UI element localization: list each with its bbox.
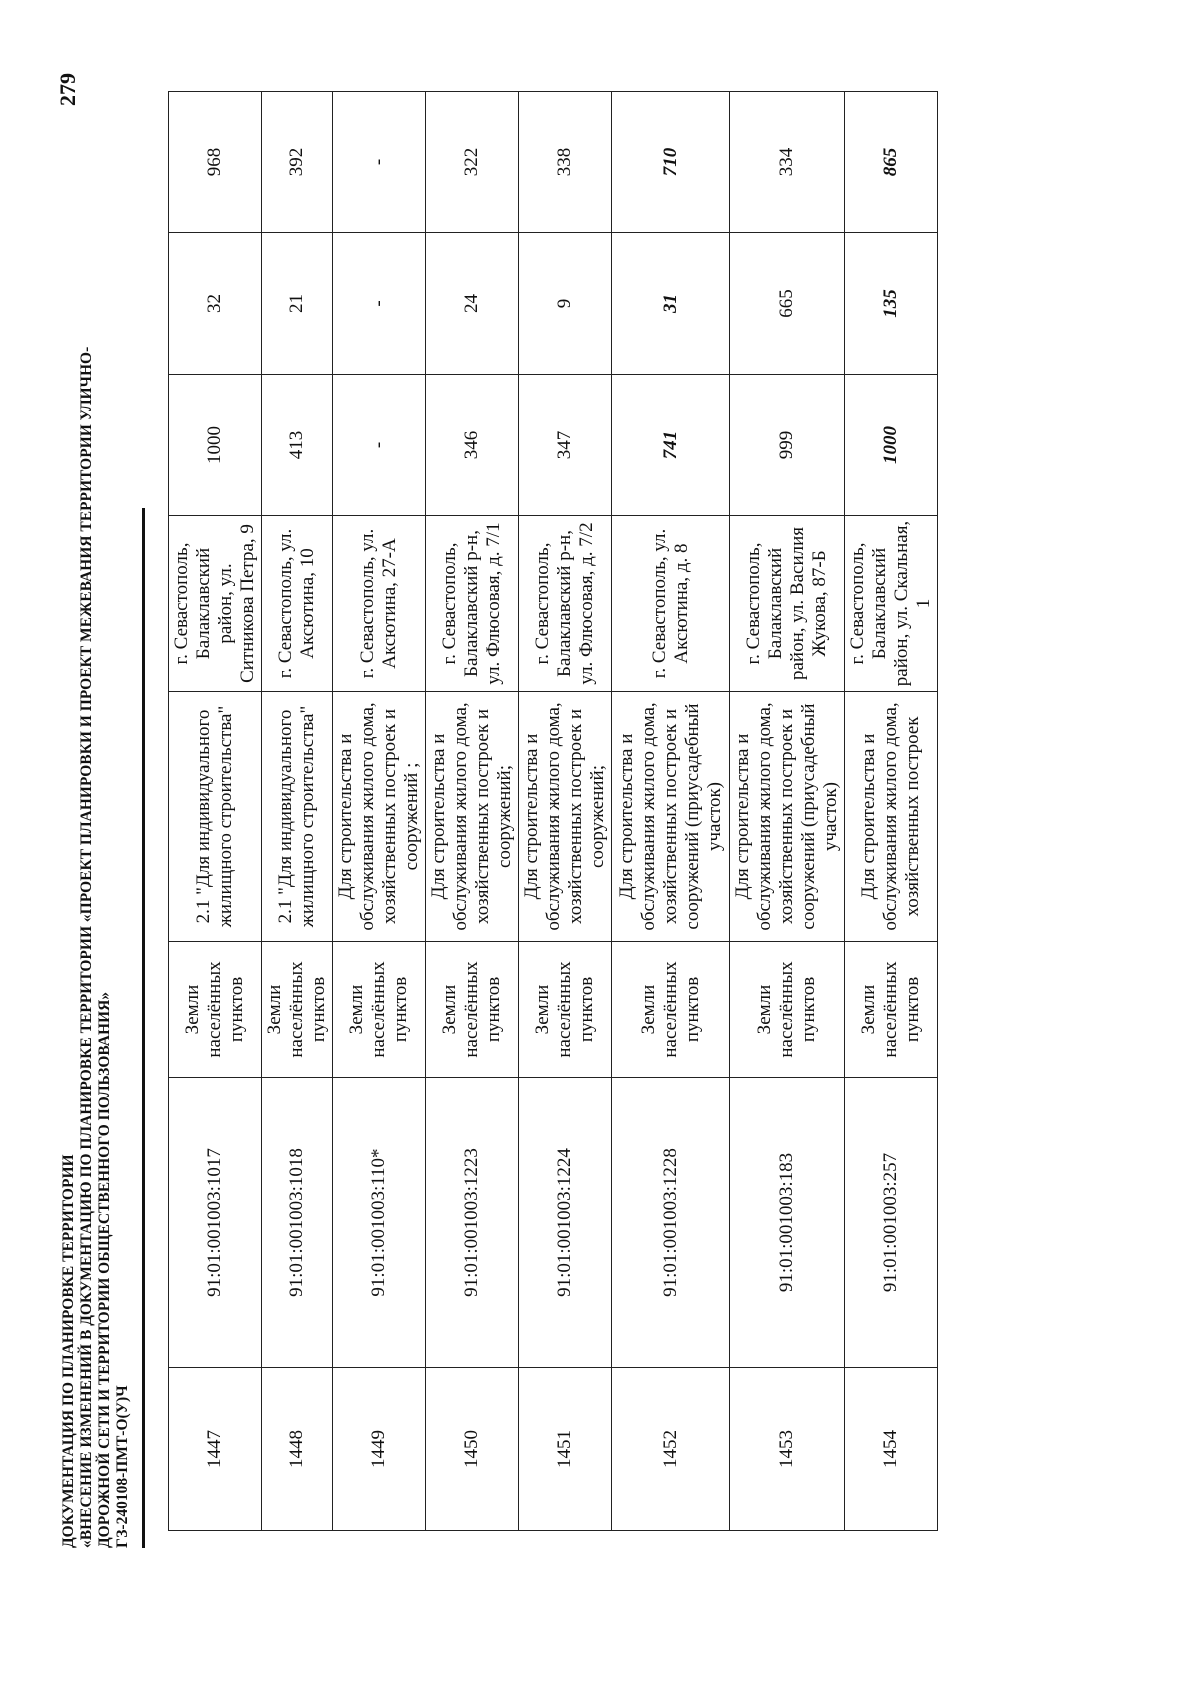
area-total: 741 — [612, 375, 730, 516]
area-within: 24 — [426, 233, 519, 375]
area-remaining: 968 — [169, 92, 262, 233]
land-plots-table — [168, 91, 938, 1531]
address: г. Севастополь, Балаклавский р-н, ул. Флюсовая, д. 7/2 — [519, 516, 612, 692]
area-total: 346 — [426, 375, 519, 516]
header-line: ДОКУМЕНТАЦИЯ ПО ПЛАНИРОВКЕ ТЕРРИТОРИИ — [60, 1154, 77, 1548]
area-within: 665 — [730, 233, 845, 375]
address: г. Севастополь, Балаклавский район, ул. Скальная, 1 — [845, 516, 938, 692]
row-number: 1454 — [845, 1368, 938, 1531]
table-row — [845, 92, 938, 1531]
area-total: 413 — [262, 375, 333, 516]
area-remaining: 338 — [519, 92, 612, 233]
document-header — [60, 248, 132, 1548]
table-row — [169, 92, 262, 1531]
row-number: 1453 — [730, 1368, 845, 1531]
row-number: 1451 — [519, 1368, 612, 1531]
row-number: 1448 — [262, 1368, 333, 1531]
table-row — [730, 92, 845, 1531]
area-remaining: 392 — [262, 92, 333, 233]
row-number: 1450 — [426, 1368, 519, 1531]
area-remaining: - — [333, 92, 426, 233]
area-within: 31 — [612, 233, 730, 375]
table-row — [519, 92, 612, 1531]
header-divider — [142, 508, 145, 1548]
table-row — [426, 92, 519, 1531]
header-line: ГЗ-240108-ПМТ-О(У)Ч — [114, 1385, 131, 1548]
cadastral-number: 91:01:001003:1017 — [169, 1078, 262, 1368]
cadastral-number: 91:01:001003:1224 — [519, 1078, 612, 1368]
area-total: 999 — [730, 375, 845, 516]
cadastral-number: 91:01:001003:257 — [845, 1078, 938, 1368]
address: г. Севастополь, Балаклавский район, ул. Василия Жукова, 87-Б — [730, 516, 845, 692]
permitted-use: Для строительства и обслуживания жилого дома, хозяйственных построек и сооружений ; — [333, 692, 426, 942]
area-within: 9 — [519, 233, 612, 375]
address: г. Севастополь, Балаклавский р-н, ул. Флюсовая, д. 7/1 — [426, 516, 519, 692]
area-within: 32 — [169, 233, 262, 375]
address: г. Севастополь, Балаклавский район, ул. Ситникова Петра, 9 — [169, 516, 262, 692]
table-row — [612, 92, 730, 1531]
permitted-use: Для строительства и обслуживания жилого дома, хозяйственных построек и сооружений; — [519, 692, 612, 942]
land-category: Земли населённых пунктов — [730, 942, 845, 1078]
cadastral-number: 91:01:001003:110* — [333, 1078, 426, 1368]
land-category: Земли населённых пунктов — [519, 942, 612, 1078]
permitted-use: Для строительства и обслуживания жилого дома, хозяйственных построек и сооружений (приусадебный участок) — [612, 692, 730, 942]
address: г. Севастополь, ул. Аксютина, 27-А — [333, 516, 426, 692]
table-body — [169, 92, 938, 1531]
row-number: 1449 — [333, 1368, 426, 1531]
address: г. Севастополь, ул. Аксютина, д. 8 — [612, 516, 730, 692]
area-remaining: 865 — [845, 92, 938, 233]
cadastral-number: 91:01:001003:183 — [730, 1078, 845, 1368]
permitted-use: 2.1 "Для индивидуального жилищного строительства" — [169, 692, 262, 942]
land-category: Земли населённых пунктов — [845, 942, 938, 1078]
area-total: 1000 — [845, 375, 938, 516]
permitted-use: Для строительства и обслуживания жилого дома, хозяйственных построек — [845, 692, 938, 942]
area-within: 135 — [845, 233, 938, 375]
area-remaining: 710 — [612, 92, 730, 233]
address: г. Севастополь, ул. Аксютина, 10 — [262, 516, 333, 692]
area-within: - — [333, 233, 426, 375]
land-category: Земли населённых пунктов — [169, 942, 262, 1078]
row-number: 1452 — [612, 1368, 730, 1531]
cadastral-number: 91:01:001003:1018 — [262, 1078, 333, 1368]
area-total: - — [333, 375, 426, 516]
page-number: 279 — [55, 73, 80, 106]
land-category: Земли населённых пунктов — [333, 942, 426, 1078]
permitted-use: 2.1 "Для индивидуального жилищного строительства" — [262, 692, 333, 942]
table-row — [262, 92, 333, 1531]
area-remaining: 334 — [730, 92, 845, 233]
table-row — [333, 92, 426, 1531]
area-within: 21 — [262, 233, 333, 375]
land-category: Земли населённых пунктов — [262, 942, 333, 1078]
cadastral-number: 91:01:001003:1228 — [612, 1078, 730, 1368]
header-line: «ВНЕСЕНИЕ ИЗМЕНЕНИЙ В ДОКУМЕНТАЦИЮ ПО ПЛАНИРОВКЕ ТЕРРИТОРИИ «ПРОЕКТ ПЛАНИРОВКИ И ПРОЕКТ МЕЖЕВАНИЯ ТЕРРИТОРИИ УЛИЧНО- — [78, 346, 95, 1548]
land-category: Земли населённых пунктов — [426, 942, 519, 1078]
cadastral-number: 91:01:001003:1223 — [426, 1078, 519, 1368]
area-total: 347 — [519, 375, 612, 516]
permitted-use: Для строительства и обслуживания жилого дома, хозяйственных построек и сооружений (приусадебный участок) — [730, 692, 845, 942]
permitted-use: Для строительства и обслуживания жилого дома, хозяйственных построек и сооружений; — [426, 692, 519, 942]
area-total: 1000 — [169, 375, 262, 516]
header-line: ДОРОЖНОЙ СЕТИ И ТЕРРИТОРИИ ОБЩЕСТВЕННОГО ПОЛЬЗОВАНИЯ» — [96, 991, 113, 1548]
row-number: 1447 — [169, 1368, 262, 1531]
land-category: Земли населённых пунктов — [612, 942, 730, 1078]
area-remaining: 322 — [426, 92, 519, 233]
